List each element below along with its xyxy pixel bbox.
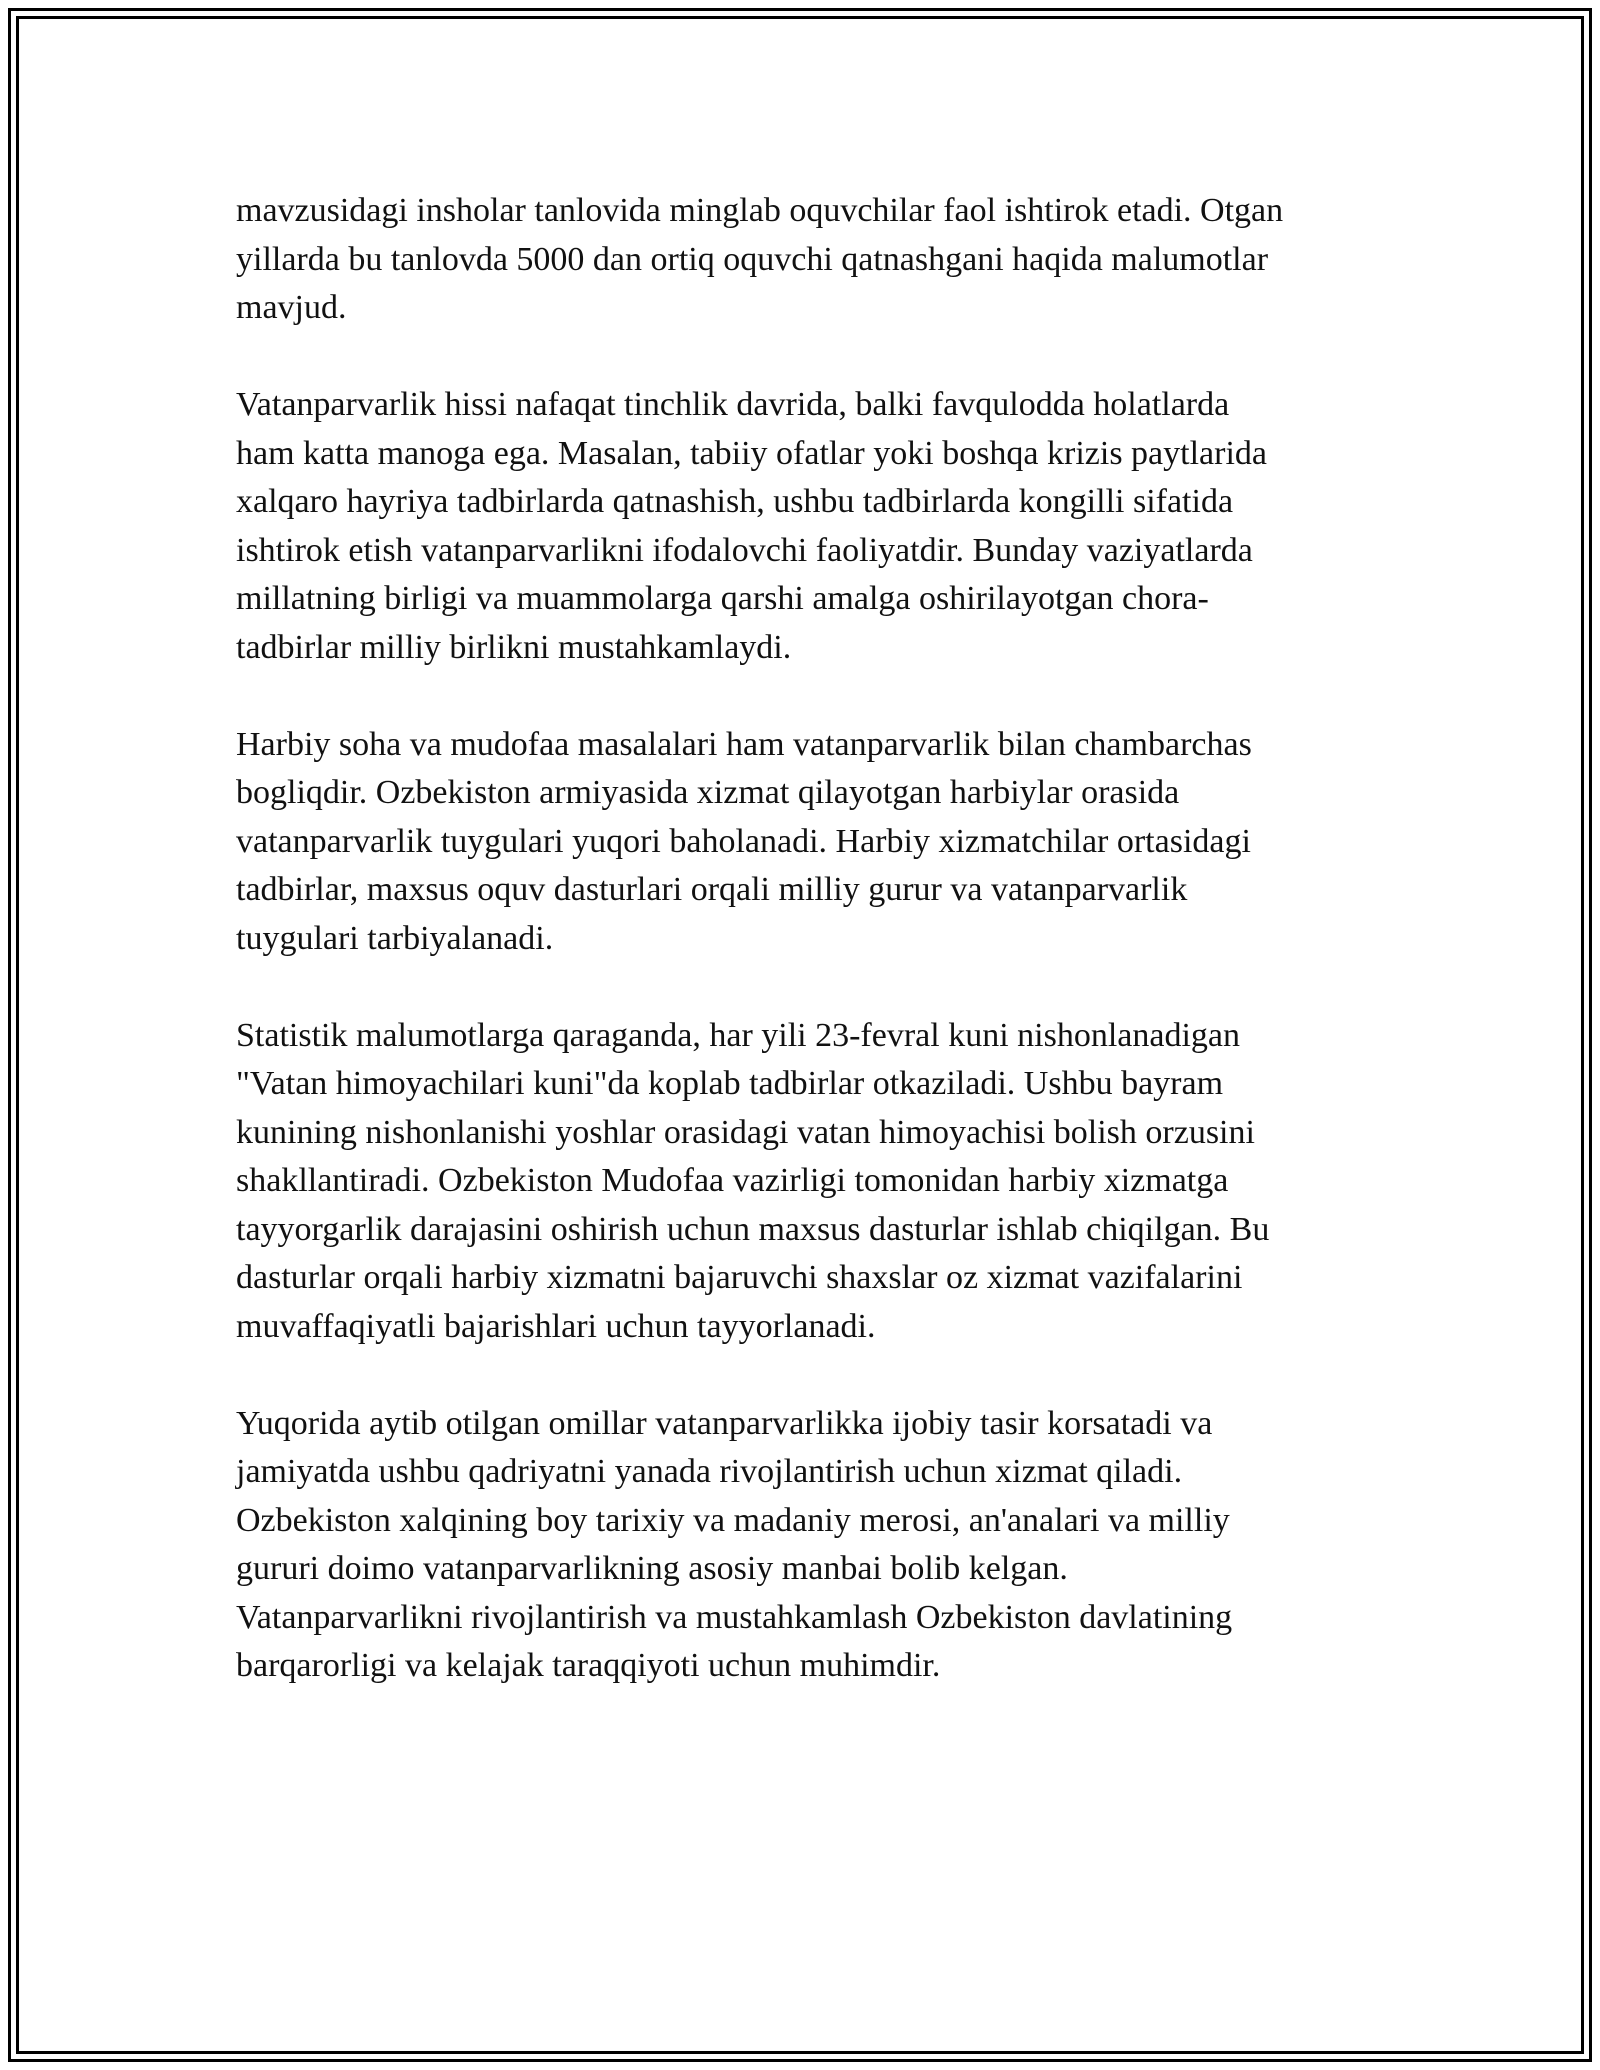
- document-body: [236, 187, 1376, 1739]
- paragraph-1: mavzusidagi insholar tanlovida minglab oquvchilar faol ishtirok etadi. Otgan yillarda bu tanlovda 5000 dan ortiq oquvchi qatnashgani haqida malumotlar mavjud.: [236, 192, 1284, 326]
- paragraph-4: Statistik malumotlarga qaraganda, har yili 23-fevral kuni nishonlanadigan "Vatan himoyachilari kuni"da koplab tadbirlar otkaziladi. Ushbu bayram kunining nishonlanishi yoshlar orasidagi vatan himoyachisi bolish orzusini shakllantiradi. Ozbekiston Mudofaa vazirligi tomonidan harbiy xizmatga tayyorgarlik darajasini oshirish uchun maxsus dasturlar ishlab chiqilgan. Bu dasturlar orqali harbiy xizmatni bajaruvchi shaxslar oz xizmat vazifalarini muvaffaqiyatli bajarishlari uchun tayyorlanadi.: [236, 1016, 1270, 1345]
- paragraph-2: Vatanparvarlik hissi nafaqat tinchlik davrida, balki favqulodda holatlarda ham katta manoga ega. Masalan, tabiiy ofatlar yoki boshqa krizis paytlarida xalqaro hayriya tadbirlarda qatnashish, ushbu tadbirlarda kongilli sifatida ishtirok etish vatanparvarlikni ifodalovchi faoliyatdir. Bunday vaziyatlarda millatning birligi va muammolarga qarshi amalga oshirilayotgan chora- tadbirlar milliy birlikni mustahkamlaydi.: [236, 386, 1267, 666]
- paragraph-3: Harbiy soha va mudofaa masalalari ham vatanparvarlik bilan chambarchas bogliqdir. Ozbekiston armiyasida xizmat qilayotgan harbiylar orasida vatanparvarlik tuygulari yuqori baholanadi. Harbiy xizmatchilar ortasidagi tadbirlar, maxsus oquv dasturlari orqali milliy gurur va vatanparvarlik tuygulari tarbiyalanadi.: [236, 725, 1252, 957]
- paragraph-5: Yuqorida aytib otilgan omillar vatanparvarlikka ijobiy tasir korsatadi va jamiyatda ushbu qadriyatni yanada rivojlantirish uchun xizmat qiladi. Ozbekiston xalqining boy tarixiy va madaniy merosi, an'analari va milliy gururi doimo vatanparvarlikning asosiy manbai bolib kelgan. Vatanparvarlikni rivojlantirish va mustahkamlash Ozbekiston davlatining barqarorligi va kelajak taraqqiyoti uchun muhimdir.: [236, 1404, 1233, 1684]
